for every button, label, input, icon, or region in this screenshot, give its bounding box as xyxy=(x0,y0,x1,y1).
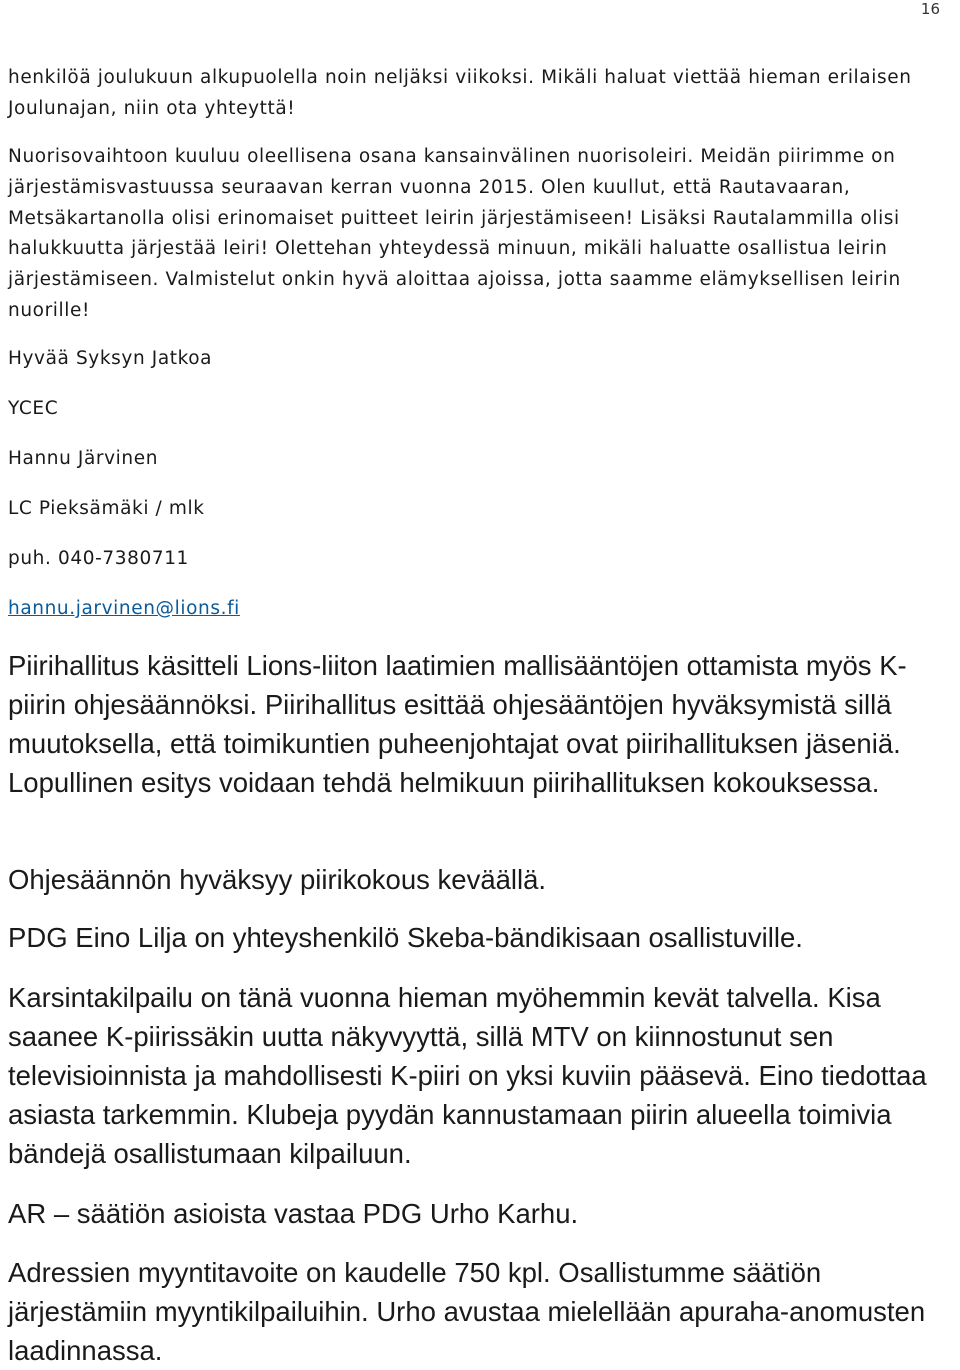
signature-role: YCEC xyxy=(8,398,59,419)
paragraph-approval: Ohjesäännön hyväksyy piirikokous keväällä. xyxy=(8,864,547,895)
paragraph-youth-camp: Nuorisovaihtoon kuuluu oleellisena osana kansainvälinen nuorisoleiri. Meidän piirimme on järjestämisvastuussa seuraavan kerran vuonna 2015. Olen kuullut, että Rautavaaran, Metsäkartanolla olisi erinomaiset puitteet leirin järjestämiseen! Lisäksi Rautalammilla olisi halukkuutta järjestää leiri! Olettehan yhteydessä minuun, mikäli haluatte osallistua leirin järjestämiseen. Valmistelut onkin hyvä aloittaa ajoissa, jotta saamme elämyksellisen leirin nuorille! xyxy=(8,146,901,321)
paragraph-intro: henkilöä joulukuun alkupuolella noin neljäksi viikoksi. Mikäli haluat viettää hieman erilaisen Joulunajan, niin ota yhteyttä! xyxy=(8,67,912,119)
signature-club: LC Pieksämäki / mlk xyxy=(8,498,205,519)
paragraph-address-sales: Adressien myyntitavoite on kaudelle 750 kpl. Osallistumme säätiön järjestämiin myyntikilpailuihin. Urho avustaa mielellään apuraha-anomusten laadinnassa. xyxy=(8,1257,926,1366)
paragraph-skeba-contact: PDG Eino Lilja on yhteyshenkilö Skeba-bändikisaan osallistuville. xyxy=(8,922,803,953)
paragraph-ar-foundation: AR – säätiön asioista vastaa PDG Urho Karhu. xyxy=(8,1198,579,1229)
email-link[interactable]: hannu.jarvinen@lions.fi xyxy=(8,598,240,619)
signature-greeting: Hyvää Syksyn Jatkoa xyxy=(8,348,213,369)
signature-email-line xyxy=(8,594,953,625)
paragraph-board-rules: Piirihallitus käsitteli Lions-liiton laatimien mallisääntöjen ottamista myös K-piirin ohjesäännöksi. Piirihallitus esittää ohjesääntöjen hyväksymistä sillä muutoksella, että toimikuntien puheenjohtajat ovat piirihallituksen jäseniä. Lopullinen esitys voidaan tehdä helmikuun piirihallituksen kokouksessa. xyxy=(8,650,907,798)
page-number: 16 xyxy=(920,0,940,18)
signature-name: Hannu Järvinen xyxy=(8,448,159,469)
signature-phone: puh. 040-7380711 xyxy=(8,548,189,569)
paragraph-contest: Karsintakilpailu on tänä vuonna hieman myöhemmin kevät talvella. Kisa saanee K-piirissäkin uutta näkyvyyttä, sillä MTV on kiinnostunut sen televisioinnista ja mahdollisesti K-piiri on yksi kuviin pääsevä. Eino tiedottaa asiasta tarkemmin. Klubeja pyydän kannustamaan piirin alueella toimivia bändejä osallistumaan kilpailuun. xyxy=(8,982,927,1169)
